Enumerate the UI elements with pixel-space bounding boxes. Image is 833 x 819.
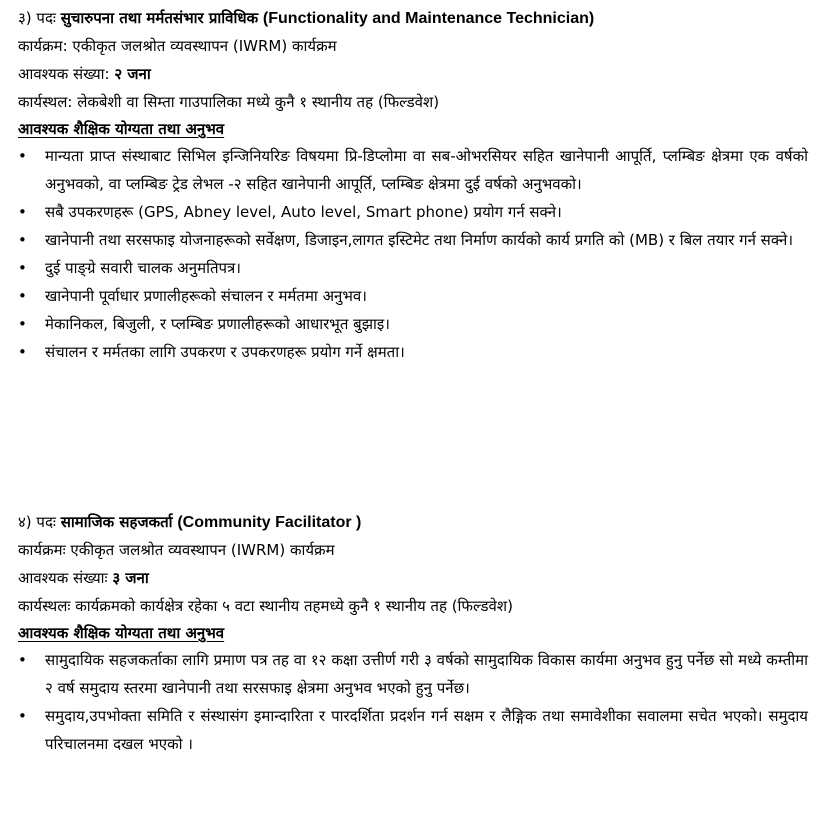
count-line: [18, 564, 808, 592]
qualification-list: [18, 646, 808, 758]
program-value: एकीकृत जलश्रोत व्यवस्थापन (IWRM) कार्यक्रम: [72, 37, 337, 55]
program-label: कार्यक्रम:: [18, 37, 73, 55]
count-line: [18, 60, 808, 88]
bullet-icon: •: [18, 287, 27, 305]
list-item: [18, 702, 808, 758]
list-item: [18, 646, 808, 702]
post-title: [18, 4, 808, 32]
program-line: [18, 32, 808, 60]
location-value: कार्यक्रमको कार्यक्षेत्र रहेका ५ वटा स्थानीय तहमध्ये कुनै १ स्थानीय तह (फिल्डवेश): [75, 597, 513, 615]
bullet-icon: •: [18, 343, 27, 361]
list-item-text: सबै उपकरणहरू (GPS, Abney level, Auto level, Smart phone) प्रयोग गर्न सक्ने।: [45, 203, 562, 221]
list-item-text: खानेपानी तथा सरसफाइ योजनाहरूको सर्वेक्षण, डिजाइन,लागत इस्टिमेट तथा निर्माण कार्यको कार्य प्रगति को (MB) र बिल तयार गर्न सक्ने।: [45, 231, 794, 249]
list-item-text: मेकानिकल, बिजुली, र प्लम्बिङ प्रणालीहरूको आधारभूत बुझाइ।: [45, 315, 390, 333]
count-label: आवश्यक संख्या:: [18, 65, 115, 83]
location-value: लेकबेशी वा सिम्ता गाउपालिका मध्ये कुनै १ स्थानीय तह (फिल्डवेश): [77, 93, 440, 111]
list-item: [18, 282, 808, 310]
count-value: ३ जना: [112, 569, 149, 587]
qualification-heading: आवश्यक शैक्षिक योग्यता तथा अनुभव: [18, 624, 225, 642]
list-item-text: मान्यता प्राप्त संस्थाबाट सिभिल इन्जिनियरिङ विषयमा प्रि-डिप्लोमा वा सब-ओभरसियर सहित खानेपानी आपूर्ति, प्लम्बिङ क्षेत्रमा एक वर्षको अनुभवको, वा प्लम्बिङ ट्रेड लेभल -२ सहित खानेपानी आपूर्ति, प्लम्बिङ क्षेत्रमा दुई वर्षको अनुभवको।: [45, 147, 808, 193]
post-name-nepali: सामाजिक सहजकर्ता: [60, 513, 173, 531]
location-line: [18, 88, 808, 116]
bullet-icon: •: [18, 315, 27, 333]
bullet-icon: •: [18, 147, 27, 165]
list-item: [18, 226, 808, 254]
location-line: [18, 592, 808, 620]
qualification-heading: आवश्यक शैक्षिक योग्यता तथा अनुभव: [18, 120, 225, 138]
location-label: कार्यस्थल:: [18, 93, 78, 111]
post-number: ३) पदः: [18, 9, 61, 27]
list-item-text: संचालन र मर्मतका लागि उपकरण र उपकरणहरू प्रयोग गर्ने क्षमता।: [45, 343, 405, 361]
bullet-icon: •: [18, 707, 27, 725]
bullet-icon: •: [18, 231, 27, 249]
list-item-text: सामुदायिक सहजकर्ताका लागि प्रमाण पत्र तह वा १२ कक्षा उत्तीर्ण गरी ३ वर्षको सामुदायिक विकास कार्यमा अनुभव हुनु पर्नेछ सो मध्ये कम्तीमा २ वर्ष समुदाय स्तरमा खानेपानी तथा सरसफाइ क्षेत्रमा अनुभव भएको हुनु पर्नेछ।: [45, 651, 808, 697]
list-item-text: दुई पाङ्ग्रे सवारी चालक अनुमतिपत्र।: [45, 259, 241, 277]
count-label: आवश्यक संख्याः: [18, 569, 113, 587]
post-section-4: [18, 508, 808, 758]
bullet-icon: •: [18, 651, 27, 669]
list-item: [18, 142, 808, 198]
location-label: कार्यस्थलः: [18, 597, 76, 615]
list-item: [18, 338, 808, 366]
program-label: कार्यक्रमः: [18, 541, 71, 559]
qualification-list: [18, 142, 808, 366]
program-value: एकीकृत जलश्रोत व्यवस्थापन (IWRM) कार्यक्रम: [70, 541, 335, 559]
post-number: ४) पदः: [18, 513, 61, 531]
program-line: [18, 536, 808, 564]
post-name-english: (Community Facilitator ): [177, 514, 362, 531]
list-item-text: खानेपानी पूर्वाधार प्रणालीहरूको संचालन र मर्मतमा अनुभव।: [45, 287, 367, 305]
list-item-text: समुदाय,उपभोक्ता समिति र संस्थासंग इमान्दारिता र पारदर्शिता प्रदर्शन गर्न सक्षम र लैङ्गिक तथा समावेशीका सवालमा सचेत भएको। समुदाय परिचालनमा दखल भएको ।: [45, 707, 808, 753]
bullet-icon: •: [18, 203, 27, 221]
list-item: [18, 198, 808, 226]
bullet-icon: •: [18, 259, 27, 277]
post-name-english: (Functionality and Maintenance Technician): [262, 10, 595, 27]
post-name-nepali: सुचारुपना तथा मर्मतसंभार प्राविधिक: [60, 9, 259, 27]
list-item: [18, 310, 808, 338]
count-value: २ जना: [114, 65, 151, 83]
list-item: [18, 254, 808, 282]
post-section-3: [18, 4, 808, 366]
post-title: [18, 508, 808, 536]
